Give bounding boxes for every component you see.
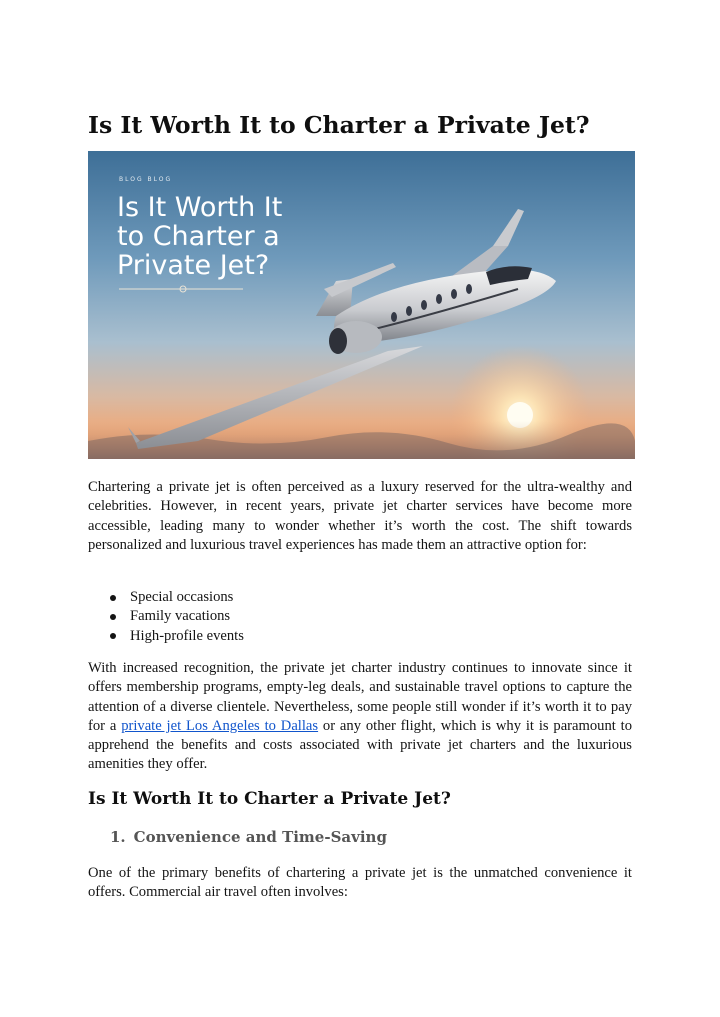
bullet-icon	[110, 614, 116, 620]
occasion-list	[88, 588, 244, 646]
subsection-number: 1.	[110, 828, 126, 846]
subsection-title: Convenience and Time-Saving	[133, 828, 387, 846]
hero-image	[88, 151, 635, 459]
subsection-heading	[110, 826, 387, 848]
industry-paragraph	[88, 659, 632, 775]
list-item	[88, 607, 244, 626]
hero-title-line-2: to Charter a	[117, 221, 280, 252]
list-item	[88, 627, 244, 646]
intro-paragraph: Chartering a private jet is often perceived as a luxury reserved for the ultra-wealthy and celebrities. However, in recent years, private jet charter services have become more accessible, leading many to wonder whether it’s worth the cost. The shift towards personalized and luxurious travel experiences has made them an attractive option for:	[88, 479, 632, 553]
bullet-icon	[110, 595, 116, 601]
paragraph-text: With increased recognition, the private jet charter industry continues to innovate since it offers membership programs, empty-leg deals, and sustainable travel options to capture the attention of a diverse clientele. Nevertheless, some people still wonder if it’s worth it to pay for a	[88, 660, 632, 734]
hero-label: BLOG BLOG	[119, 176, 173, 183]
list-item-label: High-profile events	[130, 627, 244, 644]
route-link[interactable]: private jet Los Angeles to Dallas	[121, 717, 319, 734]
list-item	[88, 588, 244, 607]
paragraph-text: or any other flight, which is why it is paramount to apprehend the benefits and costs associated with private jet charters and the luxurious amenities they offer.	[88, 717, 633, 773]
page-title: Is It Worth It to Charter a Private Jet?	[88, 111, 590, 139]
hero-title-line-1: Is It Worth It	[117, 192, 283, 223]
bullet-icon	[110, 633, 116, 639]
list-item-label: Family vacations	[130, 608, 231, 625]
hero-title-line-3: Private Jet?	[117, 250, 270, 281]
list-item-label: Special occasions	[130, 589, 234, 605]
section-heading: Is It Worth It to Charter a Private Jet?	[88, 789, 451, 809]
benefits-paragraph: One of the primary benefits of chartering a private jet is the unmatched convenience it offers. Commercial air travel often involves:	[88, 865, 632, 901]
